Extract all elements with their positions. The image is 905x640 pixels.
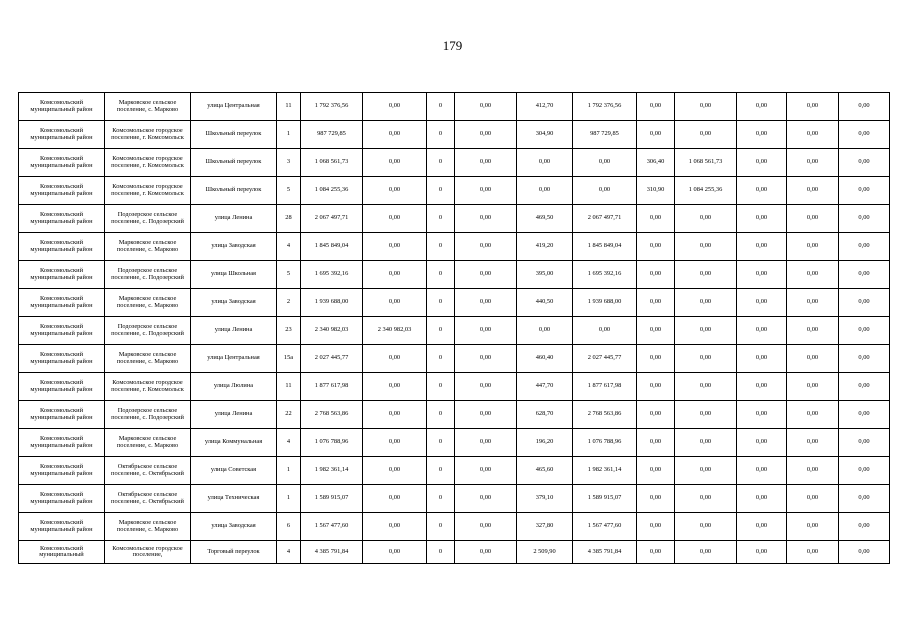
- street-cell: улица Ленина: [191, 401, 277, 429]
- house-number-cell: 3: [277, 149, 301, 177]
- settlement-cell: Подозерское сельское поселение, с. Подозерский: [105, 317, 191, 345]
- area-cell: 465,60: [517, 457, 573, 485]
- area-cell: 447,70: [517, 373, 573, 401]
- value-cell: 0,00: [787, 429, 839, 457]
- count-cell: 0: [427, 373, 455, 401]
- value-cell: 0,00: [839, 121, 890, 149]
- value-cell: 0,00: [675, 541, 737, 564]
- street-cell: Школьный переулок: [191, 177, 277, 205]
- house-number-cell: 15а: [277, 345, 301, 373]
- total-cost-cell: 1 939 688,00: [301, 289, 363, 317]
- house-number-cell: 1: [277, 485, 301, 513]
- area-cell: 469,50: [517, 205, 573, 233]
- area-cell: 2 509,90: [517, 541, 573, 564]
- settlement-cell: Комсомольское городское поселение,: [105, 541, 191, 564]
- area-cell: 0,00: [637, 93, 675, 121]
- value-cell: 0,00: [787, 149, 839, 177]
- street-cell: улица Советская: [191, 457, 277, 485]
- value-cell: 0,00: [455, 345, 517, 373]
- district-cell: Комсомольский муниципальный район: [19, 205, 105, 233]
- count-cell: 0: [427, 513, 455, 541]
- house-number-cell: 5: [277, 177, 301, 205]
- house-number-cell: 1: [277, 121, 301, 149]
- value-cell: 0,00: [787, 93, 839, 121]
- value-cell: 0,00: [787, 121, 839, 149]
- value-cell: 0,00: [455, 149, 517, 177]
- value-cell: 0,00: [737, 121, 787, 149]
- count-cell: 0: [427, 121, 455, 149]
- table-row: [19, 233, 890, 261]
- value-cell: 1 084 255,36: [675, 177, 737, 205]
- value-cell: 1 939 688,00: [573, 289, 637, 317]
- value-cell: 0,00: [573, 317, 637, 345]
- value-cell: 0,00: [455, 289, 517, 317]
- area-cell: 379,10: [517, 485, 573, 513]
- total-cost-cell: 1 567 477,60: [301, 513, 363, 541]
- street-cell: Торговый переулок: [191, 541, 277, 564]
- street-cell: улица Ленина: [191, 205, 277, 233]
- value-cell: 0,00: [573, 149, 637, 177]
- value-cell: 0,00: [839, 205, 890, 233]
- value-cell: 0,00: [839, 485, 890, 513]
- value-cell: 1 068 561,73: [675, 149, 737, 177]
- value-cell: 0,00: [363, 429, 427, 457]
- total-cost-cell: 1 068 561,73: [301, 149, 363, 177]
- value-cell: 1 877 617,98: [573, 373, 637, 401]
- value-cell: 0,00: [675, 121, 737, 149]
- value-cell: 0,00: [737, 261, 787, 289]
- value-cell: 0,00: [737, 317, 787, 345]
- value-cell: 0,00: [675, 93, 737, 121]
- value-cell: 0,00: [363, 457, 427, 485]
- table-row: [19, 373, 890, 401]
- street-cell: улица Заводская: [191, 233, 277, 261]
- area-cell: 310,90: [637, 177, 675, 205]
- area-cell: 0,00: [637, 541, 675, 564]
- count-cell: 0: [427, 401, 455, 429]
- value-cell: 0,00: [737, 93, 787, 121]
- value-cell: 0,00: [787, 233, 839, 261]
- street-cell: улица Заводская: [191, 513, 277, 541]
- value-cell: 0,00: [455, 373, 517, 401]
- district-cell: Комсомольский муниципальный район: [19, 485, 105, 513]
- value-cell: 0,00: [363, 513, 427, 541]
- settlement-cell: Октябрьское сельское поселение, с. Октябрьский: [105, 485, 191, 513]
- value-cell: 0,00: [787, 541, 839, 564]
- value-cell: 0,00: [675, 261, 737, 289]
- value-cell: 2 768 563,86: [573, 401, 637, 429]
- value-cell: 0,00: [787, 317, 839, 345]
- value-cell: 0,00: [839, 289, 890, 317]
- table-row: [19, 485, 890, 513]
- value-cell: 1 589 915,07: [573, 485, 637, 513]
- value-cell: 0,00: [787, 373, 839, 401]
- count-cell: 0: [427, 205, 455, 233]
- area-cell: 0,00: [517, 177, 573, 205]
- value-cell: 0,00: [675, 513, 737, 541]
- area-cell: 306,40: [637, 149, 675, 177]
- total-cost-cell: 2 067 497,71: [301, 205, 363, 233]
- table-body: [19, 93, 890, 564]
- count-cell: 0: [427, 317, 455, 345]
- value-cell: 0,00: [787, 345, 839, 373]
- value-cell: 0,00: [363, 177, 427, 205]
- value-cell: 0,00: [455, 457, 517, 485]
- area-cell: 440,50: [517, 289, 573, 317]
- value-cell: 987 729,85: [573, 121, 637, 149]
- value-cell: 0,00: [363, 373, 427, 401]
- count-cell: 0: [427, 233, 455, 261]
- value-cell: 0,00: [839, 177, 890, 205]
- table-row: [19, 261, 890, 289]
- count-cell: 0: [427, 485, 455, 513]
- house-number-cell: 28: [277, 205, 301, 233]
- count-cell: 0: [427, 261, 455, 289]
- street-cell: Школьный переулок: [191, 121, 277, 149]
- district-cell: Комсомольский муниципальный район: [19, 177, 105, 205]
- area-cell: 304,90: [517, 121, 573, 149]
- value-cell: 0,00: [737, 485, 787, 513]
- value-cell: 0,00: [363, 233, 427, 261]
- total-cost-cell: 1 076 788,96: [301, 429, 363, 457]
- table-row: [19, 457, 890, 485]
- value-cell: 0,00: [675, 205, 737, 233]
- value-cell: 0,00: [737, 177, 787, 205]
- table-row: [19, 429, 890, 457]
- house-number-cell: 1: [277, 457, 301, 485]
- value-cell: 0,00: [839, 149, 890, 177]
- street-cell: улица Центральная: [191, 93, 277, 121]
- value-cell: 0,00: [363, 289, 427, 317]
- value-cell: 0,00: [787, 513, 839, 541]
- value-cell: 0,00: [787, 289, 839, 317]
- table-row: [19, 93, 890, 121]
- settlement-cell: Подозерское сельское поселение, с. Подозерский: [105, 205, 191, 233]
- value-cell: 0,00: [455, 541, 517, 564]
- value-cell: 0,00: [839, 401, 890, 429]
- value-cell: 1 076 788,96: [573, 429, 637, 457]
- value-cell: 0,00: [675, 373, 737, 401]
- district-cell: Комсомольский муниципальный район: [19, 93, 105, 121]
- total-cost-cell: 987 729,85: [301, 121, 363, 149]
- value-cell: 0,00: [737, 149, 787, 177]
- value-cell: 1 982 361,14: [573, 457, 637, 485]
- value-cell: 2 067 497,71: [573, 205, 637, 233]
- count-cell: 0: [427, 149, 455, 177]
- value-cell: 0,00: [455, 233, 517, 261]
- value-cell: 1 792 376,56: [573, 93, 637, 121]
- street-cell: улица Заводская: [191, 289, 277, 317]
- value-cell: 0,00: [737, 205, 787, 233]
- area-cell: 419,20: [517, 233, 573, 261]
- settlement-cell: Марковское сельское поселение, с. Марково: [105, 233, 191, 261]
- value-cell: 0,00: [737, 429, 787, 457]
- area-cell: 412,70: [517, 93, 573, 121]
- district-cell: Комсомольский муниципальный район: [19, 317, 105, 345]
- street-cell: улица Коммунальная: [191, 429, 277, 457]
- house-number-cell: 11: [277, 93, 301, 121]
- value-cell: 0,00: [363, 541, 427, 564]
- table-row: [19, 541, 890, 564]
- value-cell: 0,00: [455, 429, 517, 457]
- total-cost-cell: 1 877 617,98: [301, 373, 363, 401]
- value-cell: 0,00: [737, 373, 787, 401]
- value-cell: 0,00: [455, 205, 517, 233]
- value-cell: 0,00: [675, 457, 737, 485]
- district-cell: Комсомольский муниципальный район: [19, 149, 105, 177]
- value-cell: 0,00: [455, 177, 517, 205]
- table-row: [19, 317, 890, 345]
- value-cell: 0,00: [675, 429, 737, 457]
- area-cell: 0,00: [637, 233, 675, 261]
- value-cell: 0,00: [839, 345, 890, 373]
- table-row: [19, 289, 890, 317]
- area-cell: 0,00: [637, 485, 675, 513]
- value-cell: 0,00: [737, 541, 787, 564]
- settlement-cell: Октябрьское сельское поселение, с. Октябрьский: [105, 457, 191, 485]
- value-cell: 0,00: [737, 457, 787, 485]
- value-cell: 0,00: [787, 401, 839, 429]
- table-row: [19, 401, 890, 429]
- value-cell: 2 340 982,03: [363, 317, 427, 345]
- value-cell: 0,00: [839, 233, 890, 261]
- area-cell: 0,00: [637, 261, 675, 289]
- house-number-cell: 4: [277, 233, 301, 261]
- total-cost-cell: 2 768 563,86: [301, 401, 363, 429]
- street-cell: улица Центральная: [191, 345, 277, 373]
- value-cell: 1 845 849,04: [573, 233, 637, 261]
- count-cell: 0: [427, 289, 455, 317]
- value-cell: 0,00: [675, 233, 737, 261]
- table-row: [19, 513, 890, 541]
- value-cell: 0,00: [455, 261, 517, 289]
- district-cell: Комсомольский муниципальный район: [19, 429, 105, 457]
- area-cell: 395,00: [517, 261, 573, 289]
- area-cell: 0,00: [517, 149, 573, 177]
- house-number-cell: 4: [277, 541, 301, 564]
- value-cell: 0,00: [787, 457, 839, 485]
- district-cell: Комсомольский муниципальный район: [19, 289, 105, 317]
- count-cell: 0: [427, 177, 455, 205]
- total-cost-cell: 1 084 255,36: [301, 177, 363, 205]
- settlement-cell: Подозерское сельское поселение, с. Подозерский: [105, 261, 191, 289]
- value-cell: 0,00: [787, 177, 839, 205]
- value-cell: 0,00: [737, 233, 787, 261]
- area-cell: 0,00: [637, 121, 675, 149]
- house-number-cell: 23: [277, 317, 301, 345]
- house-number-cell: 5: [277, 261, 301, 289]
- value-cell: 0,00: [839, 457, 890, 485]
- settlement-cell: Марковское сельское поселение, с. Марково: [105, 429, 191, 457]
- house-number-cell: 4: [277, 429, 301, 457]
- area-cell: 0,00: [637, 513, 675, 541]
- total-cost-cell: 1 695 392,16: [301, 261, 363, 289]
- street-cell: улица Школьная: [191, 261, 277, 289]
- total-cost-cell: 1 792 376,56: [301, 93, 363, 121]
- settlement-cell: Комсомольское городское поселение, г. Комсомольск: [105, 149, 191, 177]
- value-cell: 0,00: [737, 401, 787, 429]
- house-number-cell: 22: [277, 401, 301, 429]
- value-cell: 0,00: [787, 205, 839, 233]
- value-cell: 0,00: [839, 93, 890, 121]
- value-cell: 0,00: [363, 93, 427, 121]
- count-cell: 0: [427, 457, 455, 485]
- value-cell: 0,00: [675, 345, 737, 373]
- district-cell: Комсомольский муниципальный район: [19, 233, 105, 261]
- value-cell: 0,00: [675, 485, 737, 513]
- value-cell: 0,00: [737, 513, 787, 541]
- house-number-cell: 2: [277, 289, 301, 317]
- district-cell: Комсомольский муниципальный район: [19, 261, 105, 289]
- count-cell: 0: [427, 541, 455, 564]
- value-cell: 0,00: [363, 149, 427, 177]
- count-cell: 0: [427, 93, 455, 121]
- value-cell: 0,00: [787, 485, 839, 513]
- table-row: [19, 205, 890, 233]
- district-cell: Комсомольский муниципальный район: [19, 373, 105, 401]
- district-cell: Комсомольский муниципальный район: [19, 457, 105, 485]
- value-cell: 0,00: [363, 345, 427, 373]
- total-cost-cell: 1 589 915,07: [301, 485, 363, 513]
- street-cell: улица Ленина: [191, 317, 277, 345]
- table-row: [19, 121, 890, 149]
- area-cell: 327,80: [517, 513, 573, 541]
- area-cell: 0,00: [637, 429, 675, 457]
- house-number-cell: 11: [277, 373, 301, 401]
- settlement-cell: Комсомольское городское поселение, г. Комсомольск: [105, 121, 191, 149]
- total-cost-cell: 4 385 791,84: [301, 541, 363, 564]
- value-cell: 0,00: [839, 317, 890, 345]
- value-cell: 0,00: [363, 401, 427, 429]
- value-cell: 0,00: [675, 289, 737, 317]
- area-cell: 460,40: [517, 345, 573, 373]
- value-cell: 1 695 392,16: [573, 261, 637, 289]
- value-cell: 0,00: [363, 205, 427, 233]
- value-cell: 0,00: [839, 261, 890, 289]
- district-cell: Комсомольский муниципальный район: [19, 121, 105, 149]
- table-row: [19, 177, 890, 205]
- total-cost-cell: 2 340 982,03: [301, 317, 363, 345]
- value-cell: 0,00: [839, 373, 890, 401]
- settlement-cell: Подозерское сельское поселение, с. Подозерский: [105, 401, 191, 429]
- value-cell: 1 567 477,60: [573, 513, 637, 541]
- table-row: [19, 149, 890, 177]
- area-cell: 0,00: [637, 401, 675, 429]
- settlement-cell: Марковское сельское поселение, с. Марково: [105, 289, 191, 317]
- area-cell: 0,00: [517, 317, 573, 345]
- street-cell: улица Техническая: [191, 485, 277, 513]
- value-cell: 0,00: [737, 345, 787, 373]
- value-cell: 0,00: [455, 401, 517, 429]
- value-cell: 0,00: [573, 177, 637, 205]
- settlement-cell: Комсомольское городское поселение, г. Комсомольск: [105, 373, 191, 401]
- value-cell: 0,00: [455, 485, 517, 513]
- street-cell: Школьный переулок: [191, 149, 277, 177]
- value-cell: 0,00: [737, 289, 787, 317]
- value-cell: 0,00: [455, 93, 517, 121]
- area-cell: 196,20: [517, 429, 573, 457]
- total-cost-cell: 1 845 849,04: [301, 233, 363, 261]
- total-cost-cell: 1 982 361,14: [301, 457, 363, 485]
- area-cell: 628,70: [517, 401, 573, 429]
- value-cell: 0,00: [363, 485, 427, 513]
- value-cell: 0,00: [363, 261, 427, 289]
- district-cell: Комсомольский муниципальный район: [19, 345, 105, 373]
- district-cell: Комсомольский муниципальный район: [19, 513, 105, 541]
- value-cell: 0,00: [455, 121, 517, 149]
- count-cell: 0: [427, 345, 455, 373]
- table-row: [19, 345, 890, 373]
- area-cell: 0,00: [637, 205, 675, 233]
- value-cell: 0,00: [839, 541, 890, 564]
- count-cell: 0: [427, 429, 455, 457]
- area-cell: 0,00: [637, 373, 675, 401]
- value-cell: 2 027 445,77: [573, 345, 637, 373]
- settlement-cell: Комсомольское городское поселение, г. Комсомольск: [105, 177, 191, 205]
- settlement-cell: Марковское сельское поселение, с. Марково: [105, 345, 191, 373]
- document-table: [18, 92, 890, 564]
- value-cell: 0,00: [787, 261, 839, 289]
- district-cell: Комсомольский муниципальный район: [19, 401, 105, 429]
- value-cell: 0,00: [839, 429, 890, 457]
- value-cell: 0,00: [839, 513, 890, 541]
- street-cell: улица Люлина: [191, 373, 277, 401]
- area-cell: 0,00: [637, 345, 675, 373]
- value-cell: 4 385 791,84: [573, 541, 637, 564]
- total-cost-cell: 2 027 445,77: [301, 345, 363, 373]
- value-cell: 0,00: [455, 317, 517, 345]
- value-cell: 0,00: [675, 401, 737, 429]
- area-cell: 0,00: [637, 289, 675, 317]
- settlement-cell: Марковское сельское поселение, с. Марково: [105, 93, 191, 121]
- value-cell: 0,00: [363, 121, 427, 149]
- house-number-cell: 6: [277, 513, 301, 541]
- value-cell: 0,00: [455, 513, 517, 541]
- settlement-cell: Марковское сельское поселение, с. Марково: [105, 513, 191, 541]
- value-cell: 0,00: [675, 317, 737, 345]
- area-cell: 0,00: [637, 457, 675, 485]
- page-number: 179: [442, 38, 463, 53]
- district-cell: Комсомольский муниципальный: [19, 541, 105, 564]
- area-cell: 0,00: [637, 317, 675, 345]
